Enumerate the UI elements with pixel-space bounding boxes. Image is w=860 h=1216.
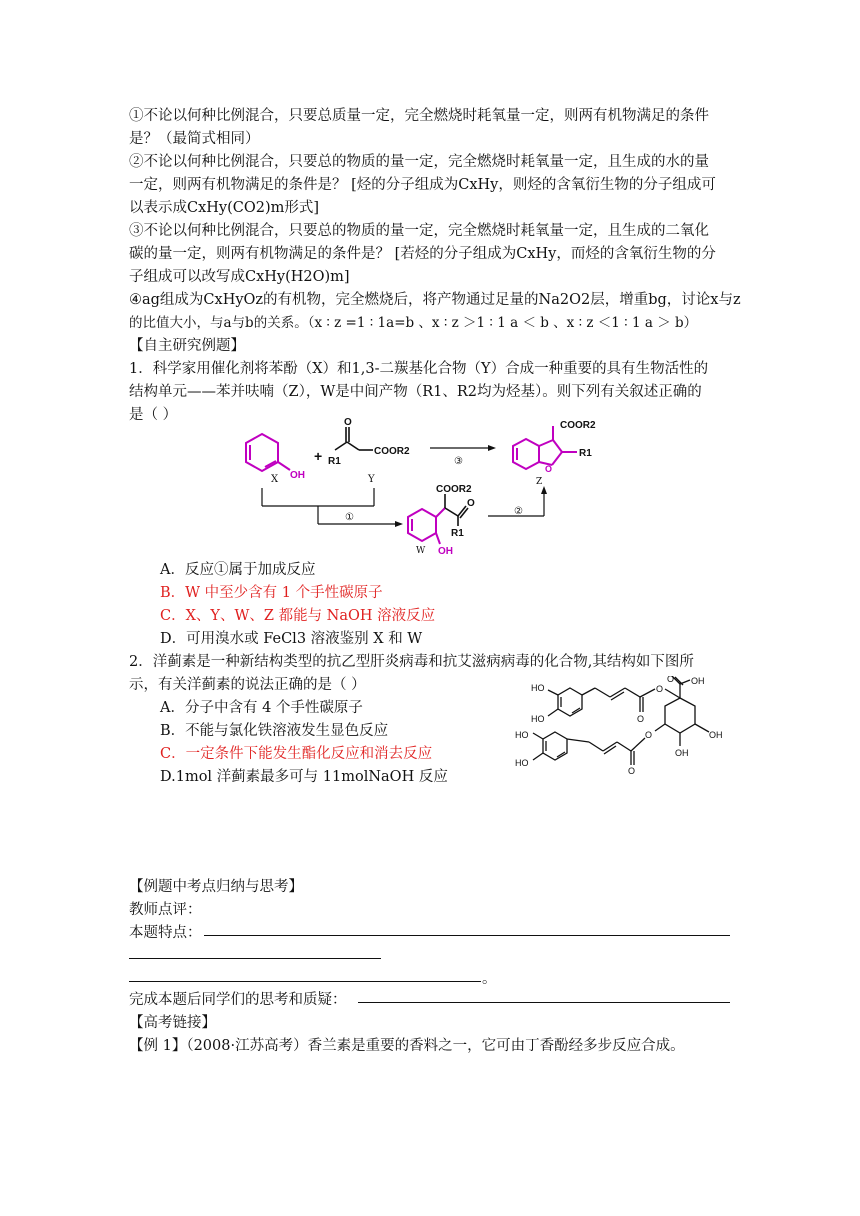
teacher-comment-label: 教师点评： (129, 902, 202, 918)
oh-label: OH (675, 748, 689, 758)
coor2-label: COOR2 (436, 484, 472, 495)
o-label: O (545, 464, 553, 474)
intro-line: ③不论以何种比例混合，只要总的物质的量一定，完全燃烧时耗氧量一定，且生成的二氧化 (129, 223, 709, 239)
answer-line[interactable] (204, 935, 730, 936)
o-label: O (637, 714, 645, 724)
o-label: O (467, 498, 475, 509)
section-heading: 【高考链接】 (129, 1015, 216, 1031)
coor2-label: COOR2 (560, 420, 596, 431)
y-label: Y (368, 474, 375, 485)
answer-line[interactable] (129, 981, 481, 982)
o-label: O (344, 417, 352, 428)
plus-sign: + (314, 448, 323, 464)
step3-label: ③ (454, 456, 463, 467)
q2-option-a: A．分子中含有 4 个手性碳原子 (160, 700, 363, 716)
r1-label: R1 (451, 528, 464, 539)
r1-label: R1 (579, 448, 592, 459)
ho-label: HO (531, 683, 545, 693)
w-label: W (416, 546, 426, 556)
section-heading: 【例题中考点归纳与思考】 (129, 879, 303, 895)
q2-stem: 2．洋蓟素是一种新结构类型的抗乙型肝炎病毒和抗艾滋病病毒的化合物,其结构如下图所 (129, 654, 694, 670)
ho-label: HO (515, 758, 529, 768)
q1-option-d: D．可用溴水或 FeCl3 溶液鉴别 X 和 W (160, 631, 423, 647)
q1-stem: 1．科学家用催化剂将苯酚（X）和1,3-二羰基化合物（Y）合成一种重要的具有生物活性的 (129, 361, 709, 377)
intro-line: 的比值大小，与a与b的关系。（x ∶ z =1 ∶ 1a=b 、x ∶ z ＞1 ∶ 1 a ＜ b 、x ∶ z ＜1 ∶ 1 a ＞ b） (129, 315, 698, 331)
step2-label: ② (514, 506, 523, 517)
cynarin-structure (515, 676, 745, 801)
z-label: Z (536, 477, 543, 487)
q1-option-b: B．W 中至少含有 1 个手性碳原子 (160, 585, 383, 601)
answer-line[interactable] (129, 958, 381, 959)
intro-line: 一定，则两有机物满足的条件是？ [烃的分子组成为CxHy，则烃的含氧衍生物的分子组成可 (129, 177, 716, 193)
x-label: X (271, 474, 279, 485)
intro-line: 以表示成CxHy(CO2)m形式] (129, 200, 320, 216)
o-label: O (628, 766, 636, 776)
q1-option-c: C．X、Y、W、Z 都能与 NaOH 溶液反应 (160, 608, 436, 624)
intro-line: 子组成可以改写成CxHy(H2O)m] (129, 269, 350, 285)
oh-label: OH (290, 470, 305, 481)
answer-line[interactable] (358, 1002, 730, 1003)
section-heading: 【自主研究例题】 (129, 338, 245, 354)
intro-line: 是？（最简式相同） (129, 131, 260, 147)
step1-label: ① (345, 512, 354, 523)
period-mark: 。 (482, 971, 497, 987)
coor2-label: COOR2 (374, 446, 410, 457)
intro-line: 碳的量一定，则两有机物满足的条件是？ [若烃的分子组成为CxHy，而烃的含氧衍生物的分 (129, 246, 716, 262)
q1-stem: 结构单元——苯并呋喃（Z），W是中间产物（R1、R2均为烃基）。则下列有关叙述正确的 (129, 384, 702, 400)
q1-stem: 是（ ） (129, 407, 178, 423)
example-1: 【例 1】（2008·江苏高考）香兰素是重要的香料之一，它可由丁香酚经多步反应合成。 (129, 1038, 685, 1054)
ho-label: HO (531, 714, 545, 724)
reflect-label: 完成本题后同学们的思考和质疑： (129, 992, 347, 1008)
o-label: O (656, 684, 664, 694)
ho-label: HO (515, 730, 529, 740)
oh-label: OH (691, 676, 705, 686)
q2-option-b: B．不能与氯化铁溶液发生显色反应 (160, 723, 389, 739)
q2-option-c: C．一定条件下能发生酯化反应和消去反应 (160, 746, 433, 762)
r1-label: R1 (328, 456, 341, 467)
q1-option-a: A．反应①属于加成反应 (160, 562, 316, 578)
intro-line: ④ag组成为CxHyOz的有机物，完全燃烧后，将产物通过足量的Na2O2层，增重bg，讨论x与z (129, 292, 741, 308)
o-label: O (667, 676, 675, 684)
q2-option-d: D.1mol 洋蓟素最多可与 11molNaOH 反应 (160, 769, 448, 785)
o-label: O (645, 730, 653, 740)
oh-label: OH (709, 730, 723, 740)
reaction-scheme (240, 412, 640, 557)
intro-line: ②不论以何种比例混合，只要总的物质的量一定，完全燃烧时耗氧量一定，且生成的水的量 (129, 154, 709, 170)
q2-stem: 示，有关洋蓟素的说法正确的是（ ） (129, 677, 366, 693)
feature-label: 本题特点： (129, 925, 202, 941)
oh-label: OH (438, 546, 453, 557)
intro-line: ①不论以何种比例混合，只要总质量一定，完全燃烧时耗氧量一定，则两有机物满足的条件 (129, 108, 709, 124)
